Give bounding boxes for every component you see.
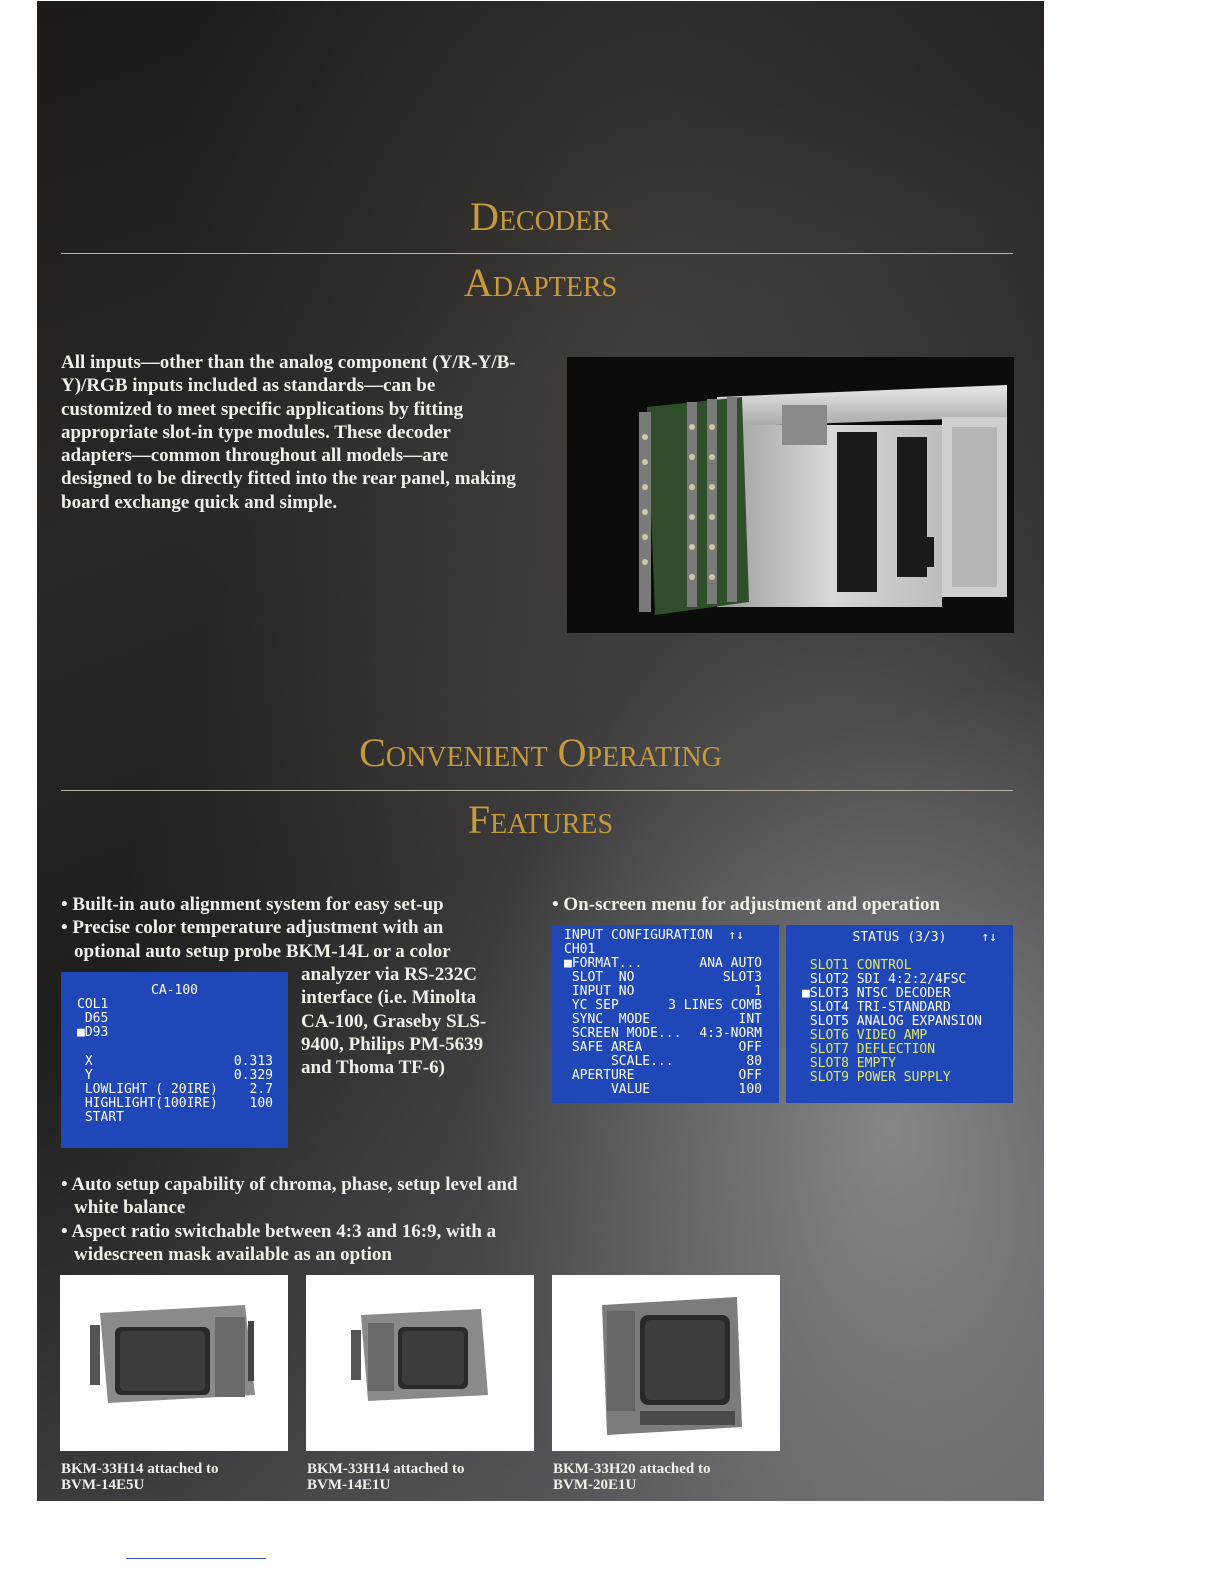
monitor-photo-bvm-14e5u xyxy=(60,1275,288,1451)
osd-ca100-row: LOWLIGHT ( 20IRE) 2.7 xyxy=(77,1082,273,1097)
osd-input-row: SLOT NO SLOT3 xyxy=(564,970,762,985)
osd-ca100-row: START xyxy=(77,1110,124,1125)
caption-line: BKM-33H20 attached to xyxy=(553,1461,711,1477)
osd-status-slot: SLOT1 CONTROL xyxy=(802,958,912,973)
title-divider-2 xyxy=(61,790,1013,791)
osd-ca100-row: X 0.313 xyxy=(77,1054,273,1069)
osd-status xyxy=(786,925,1013,1103)
osd-status-slot: SLOT6 VIDEO AMP xyxy=(802,1028,928,1043)
section-title-adapters xyxy=(37,259,1044,306)
osd-status-arrows: ↑↓ xyxy=(981,930,997,945)
section-title-convenient-operating xyxy=(37,729,1044,776)
osd-ca100-line: ■D93 xyxy=(77,1025,109,1040)
caption-1 xyxy=(61,1461,218,1493)
footer-line xyxy=(126,1558,266,1559)
title-features: Features xyxy=(467,797,614,842)
osd-status-slot: SLOT9 POWER SUPPLY xyxy=(802,1070,951,1085)
monitor-photo-bvm-14e1u xyxy=(306,1275,534,1451)
monitor-illustration xyxy=(306,1275,534,1451)
caption-line: BKM-33H14 attached to xyxy=(307,1461,465,1477)
osd-input-row: APERTURE OFF xyxy=(564,1068,762,1083)
osd-input-row: SAFE AREA OFF xyxy=(564,1040,762,1055)
title-decoder: Decoder xyxy=(470,194,611,239)
osd-ca100-line: D65 xyxy=(77,1011,109,1026)
osd-status-slot: ■SLOT3 NTSC DECODER xyxy=(802,986,951,1001)
monitor-photo-bvm-20e1u xyxy=(552,1275,780,1451)
osd-ca100-line: COL1 xyxy=(77,997,109,1012)
title-adapters: Adapters xyxy=(463,260,618,305)
osd-status-header: STATUS (3/3) xyxy=(852,930,947,945)
osd-status-slot: SLOT4 TRI-STANDARD xyxy=(802,1000,951,1015)
monitor-illustration xyxy=(60,1275,288,1451)
brochure-page xyxy=(37,1,1044,1501)
bullet-auto-alignment: • Built-in auto alignment system for easy set-up xyxy=(61,894,444,915)
bullet-color-temperature: • Precise color temperature adjustment with an optional auto setup probe BKM-14L or a color xyxy=(61,917,451,962)
bullet-aspect-ratio: • Aspect ratio switchable between 4:3 and 16:9, with a widescreen mask available as an option xyxy=(61,1220,497,1265)
osd-input-header: INPUT CONFIGURATION ↑↓ xyxy=(564,928,745,943)
osd-input-row: SCALE... 80 xyxy=(564,1054,762,1069)
title-divider xyxy=(61,253,1013,254)
rear-panel-illustration xyxy=(567,357,1014,633)
caption-3 xyxy=(553,1461,710,1493)
caption-line: BVM-14E5U xyxy=(61,1477,145,1493)
osd-status-slot: SLOT5 ANALOG EXPANSION xyxy=(802,1014,983,1029)
osd-input-row: INPUT NO 1 xyxy=(564,984,762,999)
osd-ca100-row: Y 0.329 xyxy=(77,1068,273,1083)
osd-input-row: SCREEN MODE... 4:3-NORM xyxy=(564,1026,762,1041)
osd-input-row: SYNC MODE INT xyxy=(564,1012,762,1027)
caption-line: BKM-33H14 attached to xyxy=(61,1461,219,1477)
bullet-continuation: analyzer via RS-232C interface (i.e. Minolta CA-100, Graseby SLS-9400, Philips PM-5639 and Thoma TF-6) xyxy=(301,964,487,1079)
osd-input-configuration xyxy=(552,925,779,1103)
caption-2 xyxy=(307,1461,464,1493)
feature-bullets-top xyxy=(61,893,481,963)
osd-ca100-row: HIGHLIGHT(100IRE) 100 xyxy=(77,1096,273,1111)
osd-input-row: VALUE 100 xyxy=(564,1082,762,1097)
section-title-features xyxy=(37,796,1044,843)
bullet-on-screen-menu: • On-screen menu for adjustment and operation xyxy=(552,894,941,915)
osd-status-slot: SLOT7 DEFLECTION xyxy=(802,1042,936,1057)
title-convenient-operating: Convenient Operating xyxy=(359,730,722,775)
caption-line: BVM-14E1U xyxy=(307,1477,391,1493)
osd-input-channel: CH01 xyxy=(564,942,596,957)
decoder-paragraph: All inputs—other than the analog component (Y/R-Y/B-Y)/RGB inputs included as standards—can be customized to meet specific applications by fitting appropriate slot-in type modules. These decoder adapters—common throughout all models—are designed to be directly fitted into the rear panel, making board exchange quick and simple. xyxy=(61,352,516,513)
section-title-decoder xyxy=(37,193,1044,240)
osd-status-slot: SLOT2 SDI 4:2:2/4FSC xyxy=(802,972,967,987)
monitor-illustration xyxy=(552,1275,780,1451)
bullet-auto-setup: • Auto setup capability of chroma, phase, setup level and white balance xyxy=(61,1174,518,1219)
feature-bullets-bottom xyxy=(61,1173,531,1266)
caption-line: BVM-20E1U xyxy=(553,1477,637,1493)
osd-input-row: ■FORMAT... ANA AUTO xyxy=(564,956,762,971)
osd-input-row: YC SEP 3 LINES COMB xyxy=(564,998,762,1013)
rear-panel-photo xyxy=(567,357,1014,633)
osd-ca100-title: CA-100 xyxy=(151,983,198,998)
osd-status-slot: SLOT8 EMPTY xyxy=(802,1056,896,1071)
osd-ca100-menu xyxy=(61,972,288,1148)
